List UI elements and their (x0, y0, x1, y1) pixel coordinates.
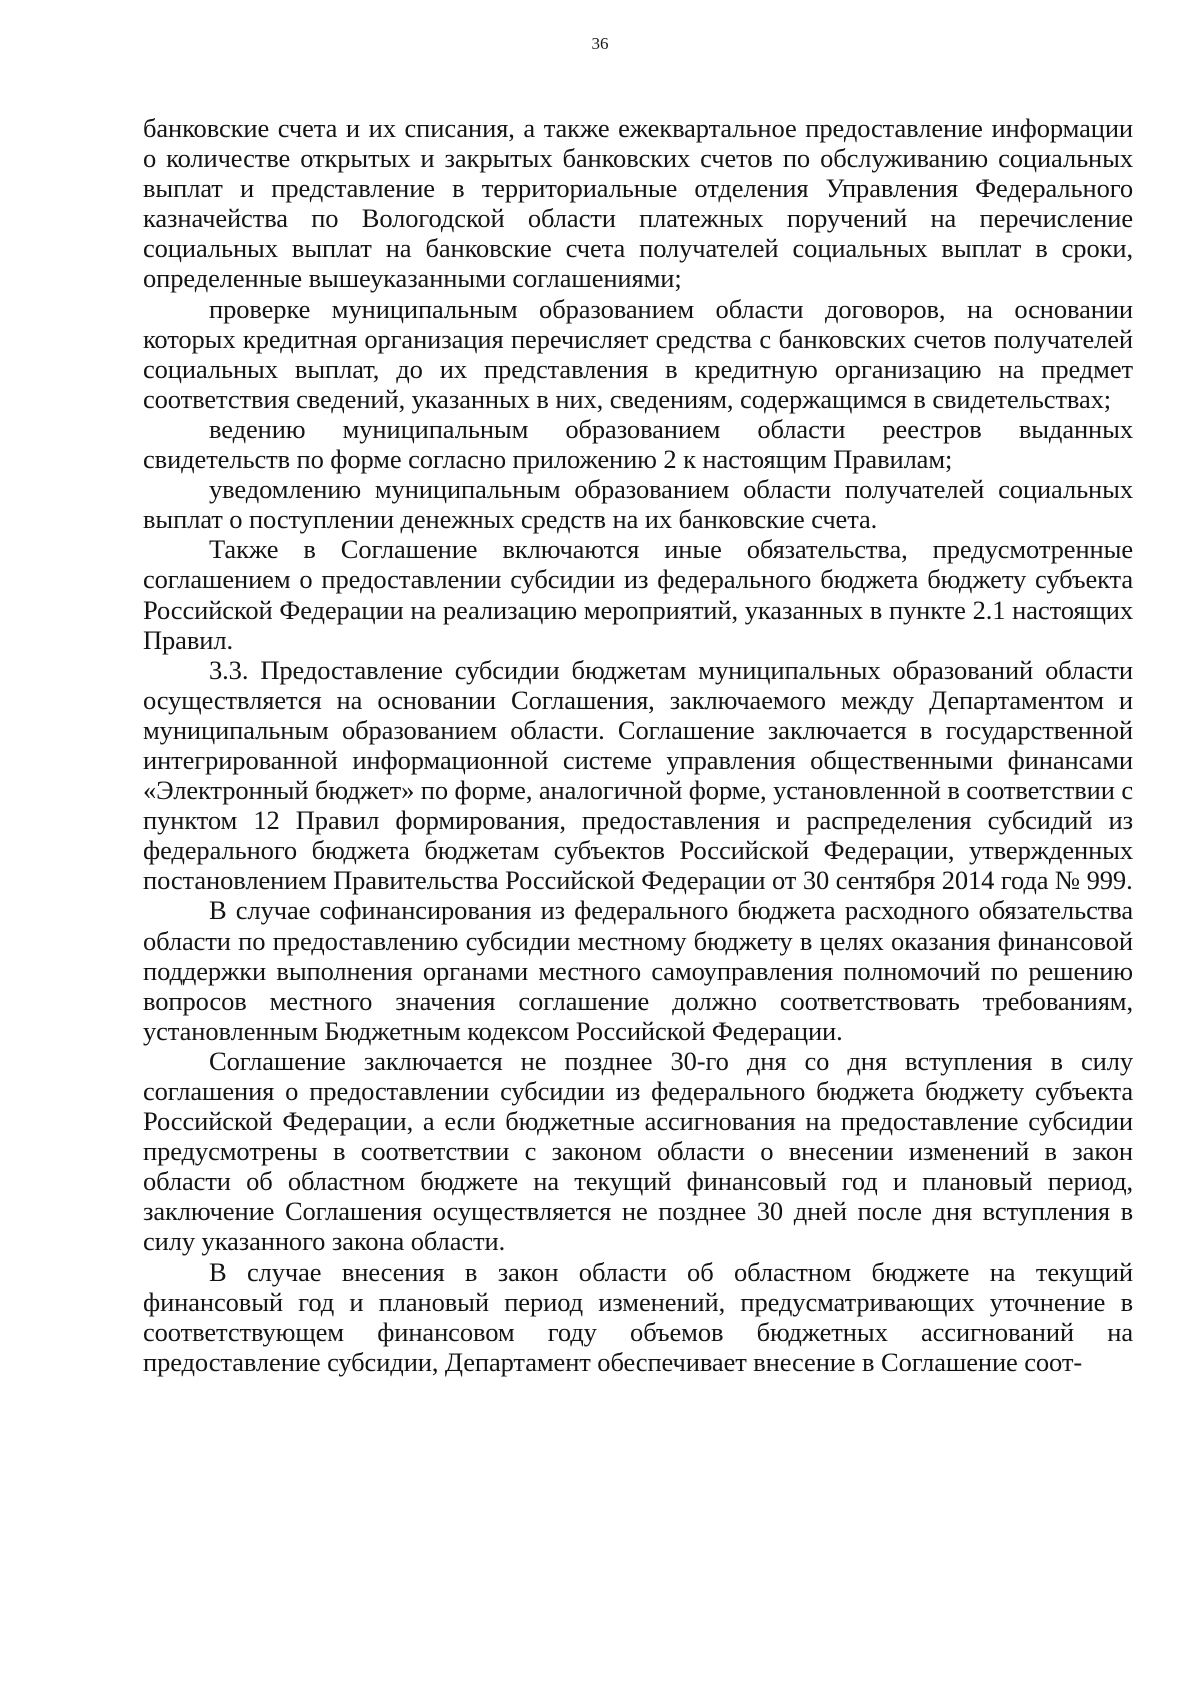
paragraph-contract-verification: проверке муниципальным образованием области договоров, на основании которых кредитная организация перечисляет средства с банковских счетов получателей социальных выплат, до их представления в кредитную организацию на предмет соответствия сведений, указанных в них, сведениям, содержащимся в свидетельствах; (143, 293, 1133, 414)
paragraph-section-3-3: 3.3. Предоставление субсидии бюджетам муниципальных образований области осуществляется на основании Соглашения, заключаемого между Департаментом и муниципальным образованием области. Соглашение заключается в государственной интегрированной информационной системе управления общественными финансами «Электронный бюджет» по форме, аналогичной форме, установленной в соответствии с пунктом 12 Правил формирования, предоставления и распределения субсидий из федерального бюджета бюджетам субъектов Российской Федерации, утвержденных постановлением Правительства Российской Федерации от 30 сентября 2014 года № 999. (143, 654, 1134, 896)
paragraph-cofinancing: В случае софинансирования из федерального бюджета расходного обязательства области по предоставлению субсидии местному бюджету в целях оказания финансовой поддержки выполнения органами местного самоуправления полномочий по решению вопросов местного значения соглашение должно соответствовать требованиям, установленным Бюджетным кодексом Российской Федерации. (143, 895, 1133, 1046)
paragraph-other-obligations: Также в Соглашение включаются иные обязательства, предусмотренные соглашением о предоставлении субсидии из федерального бюджета бюджету субъекта Российской Федерации на реализацию мероприятий, указанных в пункте 2.1 настоящих Правил. (143, 534, 1133, 655)
paragraph-recipient-notification: уведомлению муниципальным образованием области получателей социальных выплат о поступлении денежных средств на их банковские счета. (143, 474, 1133, 535)
paragraph-certificate-registry: ведению муниципальным образованием области реестров выданных свидетельств по форме согласно приложению 2 к настоящим Правилам; (143, 413, 1133, 475)
page-number: 36 (591, 34, 609, 53)
paragraph-agreement-deadline: Соглашение заключается не позднее 30-го дня со дня вступления в силу соглашения о предоставлении субсидии из федерального бюджета бюджету субъекта Российской Федерации, а если бюджетные ассигнования на предоставление субсидии предусмотрены в соответствии с законом области о внесении изменений в закон области об областном бюджете на текущий финансовый год и плановый период, заключение Соглашения осуществляется не позднее 30 дней после дня вступления в силу указанного закона области. (143, 1045, 1133, 1257)
paragraph-budget-amendments: В случае внесения в закон области об областном бюджете на текущий финансовый год и плановый период изменений, предусматривающих уточнение в соответствующем финансовом году объемов бюджетных ассигнований на предоставление субсидии, Департамент обеспечивает внесение в Соглашение соот- (143, 1256, 1133, 1377)
paragraph-bank-accounts-continuation: банковские счета и их списания, а также ежеквартальное предоставление информации о количестве открытых и закрытых банковских счетов по обслуживанию социальных выплат и представление в территориальные отделения Управления Федерального казначейства по Вологодской области платежных поручений на перечисление социальных выплат на банковские счета получателей социальных выплат в сроки, определенные вышеуказанными соглашениями; (143, 113, 1133, 294)
document-body (143, 113, 1133, 1377)
